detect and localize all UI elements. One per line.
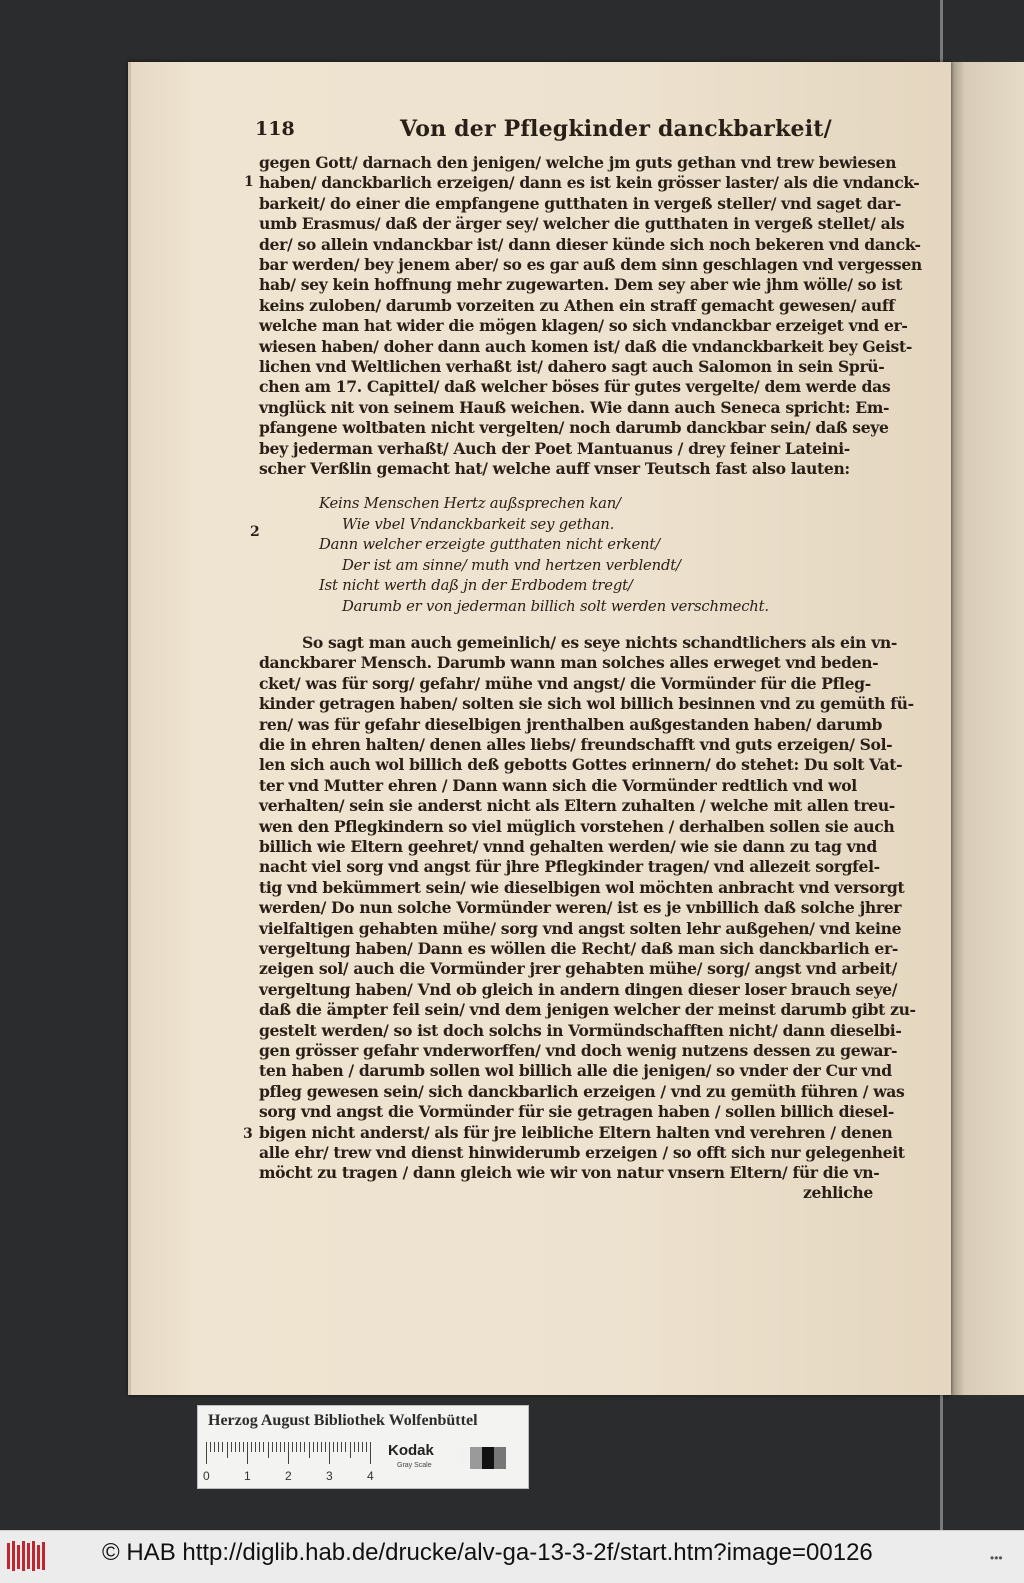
ruler-tick: [239, 1442, 240, 1452]
ruler-tick: [333, 1442, 334, 1452]
ruler-tick: [304, 1442, 305, 1452]
verse-line: Darumb er von jederman billich solt werden verschmecht.: [342, 598, 769, 615]
ruler-tick: [296, 1442, 297, 1452]
body-text-line: sorg vnd angst die Vormünder für sie getragen haben / sollen billich diesel-: [259, 1102, 894, 1122]
ruler-tick: [366, 1442, 367, 1452]
body-text-line: ren/ was für gefahr dieselbigen jrenthalben außgestanden haben/ darumb: [259, 714, 883, 734]
body-text-line: nacht viel sorg vnd angst für jhre Pflegkinder tragen/ vnd allezeit sorgfel-: [259, 857, 880, 877]
verse-line: Ist nicht werth daß jn der Erdbodem tregt/: [319, 577, 633, 595]
body-text-line: hab/ sey kein hoffnung mehr zugewarten. Dem sey aber wie jhm wölle/ so ist: [259, 275, 903, 295]
body-text-line: kinder getragen haben/ solten sie sich wol billich besinnen vnd zu gemüth fü-: [259, 694, 914, 714]
body-text-line: ter vnd Mutter ehren / Dann wann sich die Vormünder redtlich vnd wol: [259, 775, 857, 795]
body-text-line: danckbarer Mensch. Darumb wann man solches alles erweget vnd beden-: [259, 653, 879, 673]
ruler-tick: [370, 1442, 371, 1464]
body-text-line: verhalten/ sein sie anderst nicht als Eltern zuhalten / welche mit allen treu-: [259, 796, 895, 816]
body-text-line: die in ehren halten/ denen alles liebs/ freundschafft vnd guts erzeigen/ Sol-: [259, 735, 893, 754]
margin-marker: 2: [250, 524, 260, 540]
ruler-number: 2: [285, 1469, 292, 1483]
body-text-line: ten haben / darumb sollen wol billich alle die jenigen/ so vnder der Cur vnd: [259, 1061, 892, 1081]
body-text-line: welche man hat wider die mögen klagen/ so sich vndanckbar erzeiget vnd er-: [259, 316, 908, 336]
ruler-tick: [255, 1442, 256, 1452]
ruler-tick: [300, 1442, 301, 1452]
gray-scale-label: Gray Scale: [397, 1462, 432, 1469]
verse-line: Der ist am sinne/ muth vnd hertzen verblendt/: [342, 556, 681, 574]
body-text-line: chen am 17. Capittel/ daß welcher böses für gutes vergelte/ dem werde das: [259, 377, 891, 397]
body-text-line: der/ so allein vndanckbar ist/ dann dieser künde sich noch bekeren vnd danck-: [259, 234, 921, 254]
body-text-line: bey jederman verhaßt/ Auch der Poet Mantuanus / drey feiner Lateini-: [259, 438, 850, 458]
catchword: zehliche: [803, 1183, 873, 1202]
page-header: [255, 118, 875, 152]
body-text-line: cket/ was für sorg/ gefahr/ mühe vnd angst/ die Vormünder für die Pfleg-: [259, 673, 871, 693]
color-target-card: [197, 1405, 529, 1489]
ruler-tick: [263, 1442, 264, 1452]
body-text-line: gen grösser gefahr vnderworffen/ vnd doch wenig nutzens dessen zu gewar-: [259, 1041, 898, 1060]
body-text-line: gegen Gott/ darnach den jenigen/ welche jm guts gethan vnd trew bewiesen: [259, 153, 897, 172]
body-text-line: bigen nicht anderst/ als für jre leibliche Eltern halten vnd verehren / denen: [259, 1122, 893, 1142]
body-text-line: vergeltung haben/ Vnd ob gleich in andern dingen dieser loser brauch seye/: [259, 979, 898, 999]
body-text-line: keins zuloben/ darumb vorzeiten zu Athen ein straff gemacht gewesen/ auff: [259, 295, 895, 315]
gray-swatch: [458, 1447, 470, 1469]
ruler-tick: [235, 1442, 236, 1452]
body-text-line: daß die ämpter feil sein/ vnd dem jenigen welcher der meinst darumb gibt zu-: [259, 1000, 916, 1020]
ruler-tick: [247, 1442, 248, 1464]
hab-logo-icon[interactable]: [6, 1539, 48, 1573]
ruler-number: 1: [244, 1469, 251, 1483]
ruler-tick: [222, 1442, 223, 1452]
footer-bar: [0, 1530, 1024, 1583]
ruler-tick: [288, 1442, 289, 1464]
ruler-tick: [345, 1442, 346, 1452]
body-text-line: vergeltung haben/ Dann es wöllen die Recht/ daß man sich danckbarlich er-: [259, 939, 898, 958]
ruler-tick: [218, 1442, 219, 1452]
ruler-tick: [251, 1442, 252, 1452]
body-text-line: billich wie Eltern geehret/ vnnd gehalten werden/ wie sie dann zu tag vnd: [259, 837, 877, 856]
ruler-tick: [350, 1442, 351, 1458]
margin-marker: 3: [243, 1126, 253, 1142]
ruler-tick: [321, 1442, 322, 1452]
verse-line: Keins Menschen Hertz außsprechen kan/: [319, 495, 621, 512]
ruler-tick: [317, 1442, 318, 1452]
body-text-line: haben/ danckbarlich erzeigen/ dann es ist kein grösser laster/ als die vndanck-: [259, 173, 920, 193]
gray-swatch: [470, 1447, 482, 1469]
ruler-tick: [259, 1442, 260, 1452]
running-title: Von der Pflegkinder danckbarkeit/: [400, 116, 832, 142]
ruler-tick: [243, 1442, 244, 1452]
ruler-tick: [354, 1442, 355, 1452]
ruler-tick: [341, 1442, 342, 1452]
ruler-tick: [313, 1442, 314, 1452]
page-number: 118: [255, 118, 295, 140]
body-text-line: bar werden/ bey jenem aber/ so es gar auß dem sinn geschlagen vnd vergessen: [259, 255, 922, 274]
body-text-line: scher Verßlin gemacht hat/ welche auff vnser Teutsch fast also lauten:: [259, 459, 850, 478]
ruler-tick: [292, 1442, 293, 1452]
library-name: Herzog August Bibliothek Wolfenbüttel: [208, 1412, 478, 1429]
margin-marker: 1: [244, 174, 254, 190]
ruler-tick: [206, 1442, 207, 1464]
ruler-tick: [268, 1442, 269, 1458]
ruler-tick: [337, 1442, 338, 1452]
ruler-number: 4: [367, 1469, 374, 1483]
ruler-tick: [329, 1442, 330, 1464]
more-options-icon[interactable]: •••: [990, 1551, 1003, 1565]
footer-url-text[interactable]: © HAB http://diglib.hab.de/drucke/alv-ga-13-3-2f/start.htm?image=00126: [102, 1539, 873, 1566]
ruler-tick: [210, 1442, 211, 1452]
body-text-line: umb Erasmus/ daß der ärger sey/ welcher die gutthaten in vergeß stellet/ als: [259, 214, 905, 234]
body-text-line: lichen vnd Weltlichen verhaßt ist/ dahero sagt auch Salomon in sein Sprü-: [259, 357, 885, 376]
body-text-line: tig vnd bekümmert sein/ wie dieselbigen wol möchten anbracht vnd versorgt: [259, 877, 905, 897]
ruler-number: 3: [326, 1469, 333, 1483]
gray-swatch: [482, 1447, 494, 1469]
facing-page-edge: [948, 62, 1024, 1395]
ruler-tick: [309, 1442, 310, 1458]
body-text-line: So sagt man auch gemeinlich/ es seye nichts schandtlichers als ein vn-: [302, 633, 898, 652]
body-text-line: len sich auch wol billich deß gebotts Gottes erinnern/ do stehet: Du solt Vat-: [259, 755, 903, 775]
gray-swatch: [494, 1447, 506, 1469]
ruler-tick: [362, 1442, 363, 1452]
ruler-scale: [203, 1442, 376, 1483]
body-text-line: barkeit/ do einer die empfangene gutthaten in vergeß steller/ vnd saget dar-: [259, 193, 901, 213]
body-text-line: pfangene woltbaten nicht vergelten/ noch darumb danckbar sein/ daß seye: [259, 418, 889, 438]
body-text-line: vielfaltigen gehabten mühe/ sorg vnd angst solten lehr außgehen/ vnd keine: [259, 918, 902, 938]
ruler-tick: [272, 1442, 273, 1452]
ruler-tick: [284, 1442, 285, 1452]
body-text-line: werden/ Do nun solche Vormünder weren/ ist es je vnbillich daß solche jhrer: [259, 898, 902, 918]
body-text-line: gestelt werden/ so ist doch solchs in Vormündschafften nicht/ dann dieselbi-: [259, 1020, 902, 1040]
ruler-tick: [358, 1442, 359, 1452]
ruler-tick: [231, 1442, 232, 1452]
body-text-line: alle ehr/ trew vnd dienst hinwiderumb erzeigen / so offt sich nur gelegenheit: [259, 1143, 905, 1162]
ruler-tick: [214, 1442, 215, 1452]
body-text-line: wen den Pflegkindern so viel müglich vorstehen / derhalben sollen sie auch: [259, 816, 895, 836]
body-text-line: pfleg gewesen sein/ sich danckbarlich erzeigen / vnd zu gemüth führen / was: [259, 1081, 905, 1101]
ruler-tick: [276, 1442, 277, 1452]
body-text-line: möcht zu tragen / dann gleich wie wir von natur vnsern Eltern/ für die vn-: [259, 1163, 880, 1183]
body-text-line: wiesen haben/ doher dann auch komen ist/ daß die vndanckbarkeit bey Geist-: [259, 336, 912, 356]
ruler-tick: [280, 1442, 281, 1452]
body-text-line: zeigen sol/ auch die Vormünder jrer gehabten mühe/ sorg/ angst vnd arbeit/: [259, 959, 898, 979]
ruler-number: 0: [203, 1469, 210, 1483]
ruler-tick: [325, 1442, 326, 1452]
kodak-label: Kodak: [388, 1442, 434, 1459]
verse-line: Wie vbel Vndanckbarkeit sey gethan.: [342, 515, 615, 533]
verse-line: Dann welcher erzeigte gutthaten nicht erkent/: [319, 536, 660, 554]
body-text-line: vnglück nit von seinem Hauß weichen. Wie dann auch Seneca spricht: Em-: [259, 397, 890, 417]
ruler-tick: [227, 1442, 228, 1458]
